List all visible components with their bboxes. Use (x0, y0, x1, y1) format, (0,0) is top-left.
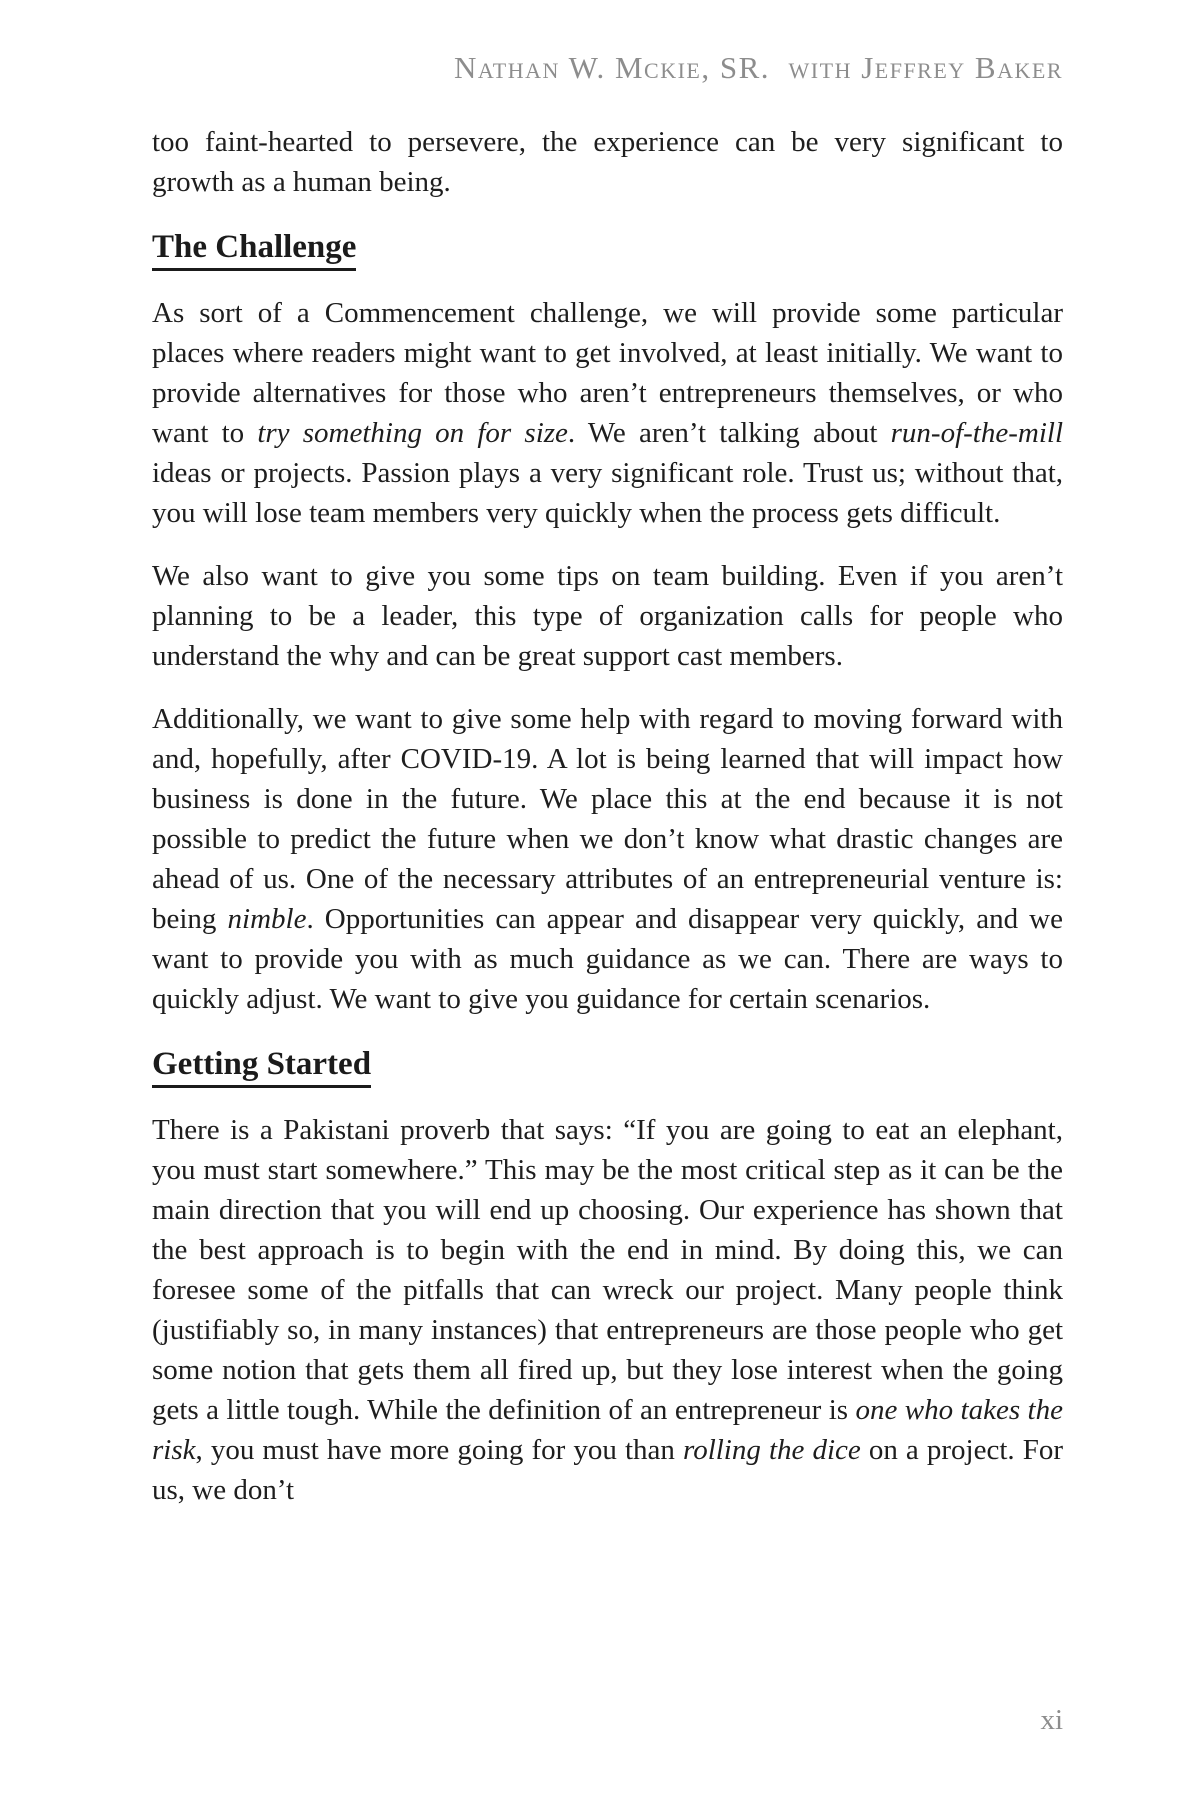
text-segment: . We aren’t talking about (567, 417, 891, 449)
body-paragraph (152, 556, 1063, 676)
text-segment: , you must have more going for you than (195, 1434, 683, 1466)
text-segment: ideas or projects. Passion plays a very significant role. Trust us; without that, you will lose team members very quickly when the process gets difficult. (152, 457, 1063, 529)
body-paragraph (152, 699, 1063, 1019)
italic-text-segment: rolling the dice (682, 1434, 861, 1466)
text-segment: too faint-hearted to persevere, the experience can be very significant to growth as a human being. (152, 126, 1063, 198)
section-heading (152, 225, 1063, 269)
text-segment: . Opportunities can appear and disappear very quickly, and we want to provide you with as much guidance as we can. There are ways to quickly adjust. We want to give you guidance for certain scenarios. (152, 903, 1063, 1015)
text-segment: There is a Pakistani proverb that says: “If you are going to eat an elephant, you must start somewhere.” This may be the most critical step as it can be the main direction that you will end up choosing. Our experience has shown that the best approach is to begin with the end in mind. By doing this, we can foresee some of the pitfalls that can wreck our project. Many people think (justifiably so, in many instances) that entrepreneurs are those people who get some notion that gets them all fired up, but they lose interest when the going gets a little tough. While the definition of an entrepreneur is (152, 1114, 1063, 1426)
section-heading-text: The Challenge (152, 229, 356, 271)
text-segment: on a project. For us, we don’t (152, 1434, 1063, 1506)
text-segment: Additionally, we want to give some help with regard to moving forward with and, hopefully, after COVID-19. A lot is being learned that will impact how business is done in the future. We place this at the end because it is not possible to predict the future when we don’t know what drastic changes are ahead of us. One of the necessary attributes of an entrepreneurial venture is: being (152, 703, 1063, 935)
text-segment: As sort of a Commencement challenge, we will provide some particular places where readers might want to get involved, at least initially. We want to provide alternatives for those who aren’t entrepreneurs themselves, or who want to (152, 297, 1063, 449)
body-paragraph (152, 122, 1063, 202)
italic-text-segment: nimble (227, 903, 307, 935)
section-heading (152, 1042, 1063, 1086)
text-segment: We also want to give you some tips on team building. Even if you aren’t planning to be a leader, this type of organization calls for people who understand the why and can be great support cast members. (152, 560, 1063, 672)
running-header: Nathan W. Mckie, SR. with Jeffrey Baker (453, 50, 1063, 85)
italic-text-segment: one who takes the risk (152, 1394, 1063, 1466)
section-heading-text: Getting Started (152, 1046, 371, 1088)
page-number: xi (1040, 1704, 1063, 1736)
italic-text-segment: run-of-the-mill (890, 417, 1063, 449)
body-paragraph (152, 293, 1063, 533)
page-body (152, 122, 1063, 1533)
italic-text-segment: try something on for size (257, 417, 568, 449)
body-paragraph (152, 1110, 1063, 1510)
